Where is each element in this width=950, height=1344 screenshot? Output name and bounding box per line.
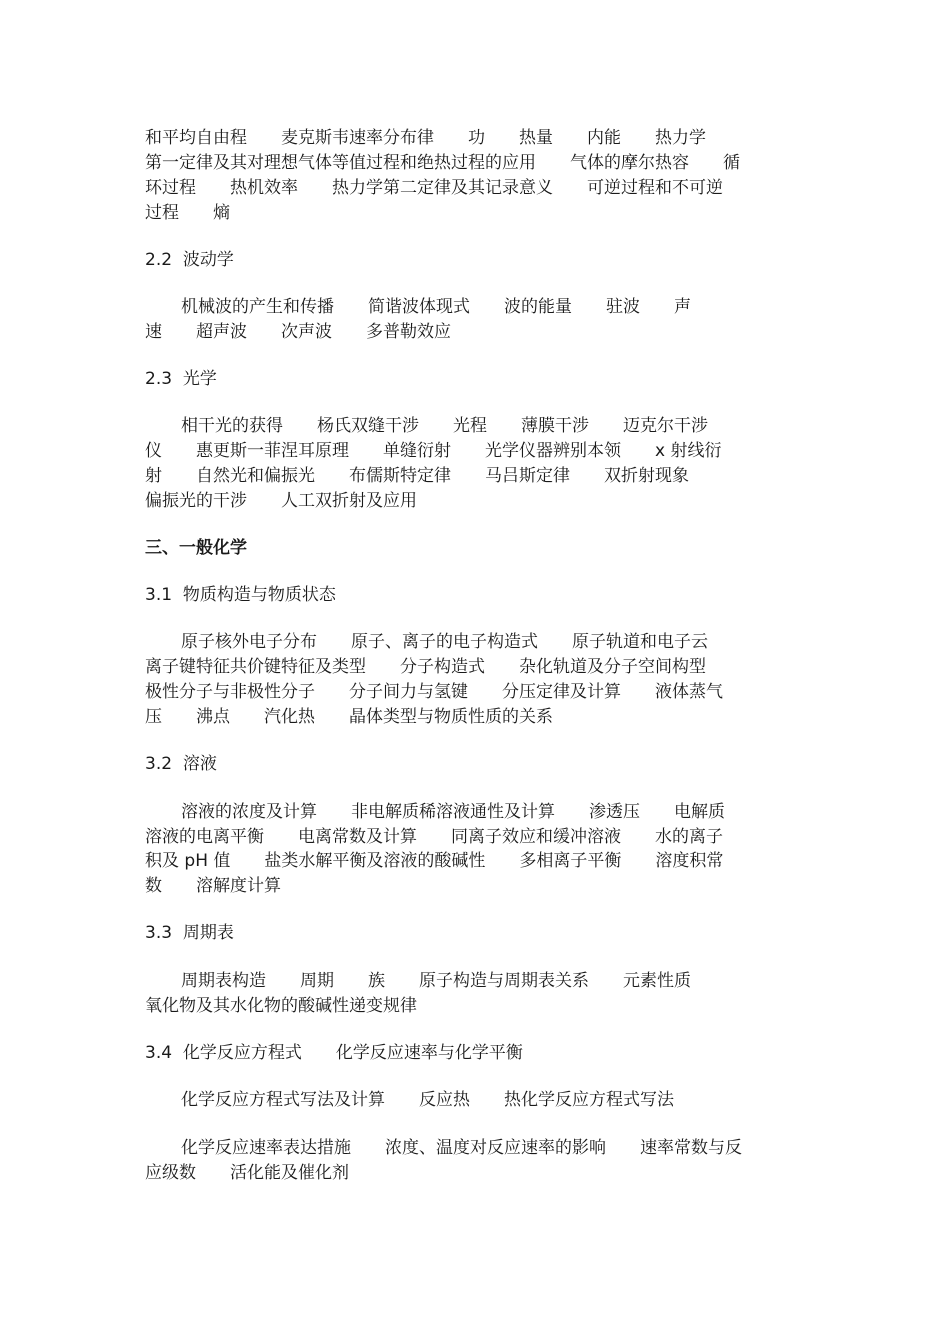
text-line: 数 溶解度计算 xyxy=(145,876,281,896)
text-line: 和平均自由程 麦克斯韦速率分布律 功 热量 内能 热力学 xyxy=(145,128,706,148)
text-line: 速 超声波 次声波 多普勒效应 xyxy=(145,322,451,342)
section-heading-2-3: 2.3 光学 xyxy=(145,369,217,389)
text-line: 环过程 热机效率 热力学第二定律及其记录意义 可逆过程和不可逆 xyxy=(145,178,723,198)
section-heading-3-4: 3.4 化学反应方程式 化学反应速率与化学平衡 xyxy=(145,1043,523,1063)
text-line: 第一定律及其对理想气体等值过程和绝热过程的应用 气体的摩尔热容 循 xyxy=(145,153,740,173)
section-heading-3-3: 3.3 周期表 xyxy=(145,923,234,943)
chapter-heading-chemistry: 三、一般化学 xyxy=(145,538,247,558)
text-line: 相干光的获得 杨氏双缝干涉 光程 薄膜干涉 迈克尔干涉 xyxy=(181,416,708,436)
text-line: 过程 熵 xyxy=(145,203,230,223)
text-line: 仪 惠更斯一菲涅耳原理 单缝衍射 光学仪器辨别本领 x 射线衍 xyxy=(145,441,722,461)
section-heading-2-2: 2.2 波动学 xyxy=(145,250,234,270)
text-line: 离子键特征共价键特征及类型 分子构造式 杂化轨道及分子空间构型 xyxy=(145,657,706,677)
section-heading-3-1: 3.1 物质构造与物质状态 xyxy=(145,585,336,605)
text-line: 极性分子与非极性分子 分子间力与氢键 分压定律及计算 液体蒸气 xyxy=(145,682,723,702)
text-line: 积及 pH 值 盐类水解平衡及溶液的酸碱性 多相离子平衡 溶度积常 xyxy=(145,851,724,871)
text-line: 溶液的浓度及计算 非电解质稀溶液通性及计算 渗透压 电解质 xyxy=(181,802,725,822)
section-heading-3-2: 3.2 溶液 xyxy=(145,754,217,774)
text-line: 溶液的电离平衡 电离常数及计算 同离子效应和缓冲溶液 水的离子 xyxy=(145,827,723,847)
text-line: 氧化物及其水化物的酸碱性递变规律 xyxy=(145,996,417,1016)
text-line: 偏振光的干涉 人工双折射及应用 xyxy=(145,491,417,511)
text-line: 原子核外电子分布 原子、离子的电子构造式 原子轨道和电子云 xyxy=(181,632,708,652)
text-line: 化学反应方程式写法及计算 反应热 热化学反应方程式写法 xyxy=(181,1090,674,1110)
text-line: 压 沸点 汽化热 晶体类型与物质性质的关系 xyxy=(145,707,553,727)
text-line: 机械波的产生和传播 简谐波体现式 波的能量 驻波 声 xyxy=(181,297,691,317)
text-line: 射 自然光和偏振光 布儒斯特定律 马吕斯定律 双折射现象 xyxy=(145,466,689,486)
text-line: 化学反应速率表达措施 浓度、温度对反应速率的影响 速率常数与反 xyxy=(181,1138,742,1158)
text-line: 周期表构造 周期 族 原子构造与周期表关系 元素性质 xyxy=(181,971,691,991)
text-line: 应级数 活化能及催化剂 xyxy=(145,1163,349,1183)
